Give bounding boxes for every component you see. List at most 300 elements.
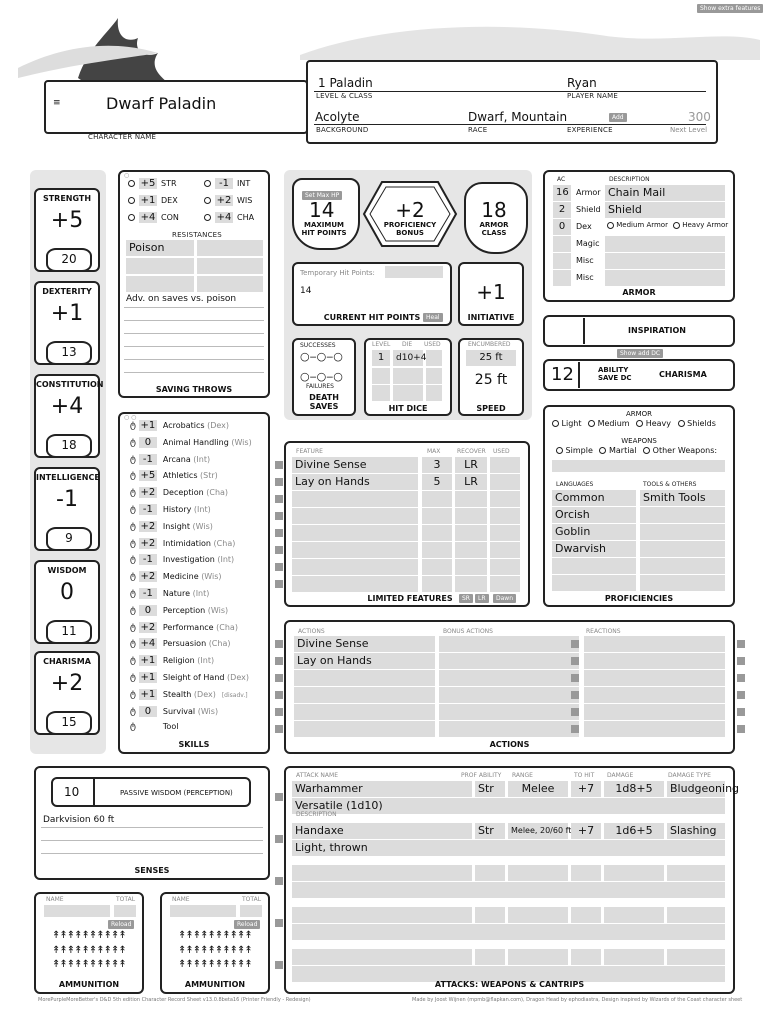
skill-row[interactable]	[130, 504, 211, 515]
attack-desc-field[interactable]: Versatile (1d10)	[292, 798, 725, 814]
hd-die-field[interactable]: d10+4	[393, 350, 423, 366]
feature-row-button[interactable]	[275, 563, 283, 571]
action-row-button[interactable]	[275, 657, 283, 665]
reaction-field[interactable]	[584, 721, 725, 737]
feature-row-button[interactable]	[275, 461, 283, 469]
saving-throws-title: SAVING THROWS	[155, 385, 233, 394]
save-prof-checkbox[interactable]	[128, 197, 135, 204]
feature-used-field[interactable]	[490, 491, 520, 507]
skill-row[interactable]	[130, 470, 218, 481]
feature-used-field[interactable]	[490, 525, 520, 541]
feature-max-field[interactable]	[422, 508, 452, 524]
bonus-row-button[interactable]	[571, 691, 579, 699]
armor-class-value[interactable]: 18	[481, 198, 507, 222]
skill-row[interactable]	[130, 487, 228, 498]
skill-row[interactable]	[130, 622, 238, 633]
speed-value[interactable]: 25 ft	[474, 372, 508, 388]
tool-field[interactable]	[640, 507, 725, 523]
armor-desc-field[interactable]	[605, 253, 725, 269]
save-dc-value[interactable]: 12	[551, 364, 574, 385]
sr-button[interactable]: SR	[459, 594, 473, 603]
hd-level-field-2[interactable]	[372, 368, 390, 384]
save-prof-checkbox[interactable]	[128, 180, 135, 187]
ability-score[interactable]: 18	[46, 434, 92, 458]
ammo-arrows-icon-row3[interactable]: ↟↟↟↟↟↟↟↟↟↟	[178, 959, 252, 970]
ability-score[interactable]: 9	[46, 527, 92, 551]
feature-max-field[interactable]	[422, 542, 452, 558]
armor-type-label: Misc	[576, 256, 594, 265]
feature-max-field[interactable]	[422, 525, 452, 541]
show-dc-button[interactable]: Show add DC	[617, 349, 663, 358]
save-value: +4	[216, 212, 232, 223]
encumbered-speed[interactable]: 25 ft	[466, 350, 516, 366]
feature-recover-field[interactable]	[455, 491, 487, 507]
ammo-arrows-icon[interactable]: ↟↟↟↟↟↟↟↟↟↟	[178, 930, 252, 941]
attack-row-button[interactable]	[275, 919, 283, 927]
save-row-cha[interactable]	[204, 212, 254, 223]
max-hp-value[interactable]: 14	[309, 198, 335, 222]
ammo-name-field[interactable]	[170, 905, 236, 917]
bonus-row-button[interactable]	[571, 708, 579, 716]
attack-hit-field[interactable]: +7	[571, 781, 601, 797]
skill-prof-toggle[interactable]: ტ	[130, 572, 136, 583]
armor-ac-field[interactable]	[553, 270, 571, 286]
skill-prof-toggle[interactable]: ტ	[130, 521, 136, 532]
action-field[interactable]: Divine Sense	[294, 636, 435, 652]
skill-prof-toggle[interactable]: ტ	[130, 656, 136, 667]
skill-name: Acrobatics	[162, 421, 205, 430]
race[interactable]: Dwarf, Mountain	[468, 110, 568, 124]
feature-max-field[interactable]	[422, 491, 452, 507]
skill-row[interactable]	[130, 554, 234, 565]
attack-desc-field[interactable]	[292, 924, 725, 940]
current-hp-label: CURRENT HIT POINTS	[323, 313, 421, 322]
attack-range-field[interactable]	[508, 907, 568, 923]
attack-damage-field[interactable]	[604, 865, 664, 881]
save-value: +1	[140, 195, 156, 206]
attack-dmg-type-field[interactable]: Bludgeoning	[667, 781, 725, 797]
reaction-row-button[interactable]	[737, 674, 745, 682]
tool-field[interactable]	[640, 558, 725, 574]
skill-value: 0	[139, 706, 157, 717]
skill-row[interactable]	[130, 420, 229, 431]
initiative-label: INITIATIVE	[467, 313, 515, 322]
passive-perception-value[interactable]: 10	[64, 785, 80, 799]
feature-name-field[interactable]: Divine Sense	[292, 457, 418, 473]
ability-box-constitution	[34, 374, 104, 458]
resistance-field-3[interactable]	[126, 258, 194, 274]
attack-dmg-type-field[interactable]: Slashing	[667, 823, 725, 839]
lr-button[interactable]: LR	[475, 594, 489, 603]
ammo-arrows-icon-row2[interactable]: ↟↟↟↟↟↟↟↟↟↟	[178, 945, 252, 956]
armor-ac-field[interactable]: 16	[553, 185, 571, 201]
save-ability: STR	[161, 179, 177, 188]
feature-name-field[interactable]	[292, 491, 418, 507]
save-ability: WIS	[237, 196, 253, 205]
skill-row[interactable]	[130, 588, 209, 599]
bonus-action-field[interactable]	[439, 687, 579, 703]
attack-name-field[interactable]	[292, 907, 472, 923]
saves-note[interactable]: Adv. on saves vs. poison	[126, 294, 237, 304]
bonus-actions-label: BONUS ACTIONS	[443, 628, 493, 635]
feature-recover-field[interactable]	[455, 542, 487, 558]
skill-prof-toggle[interactable]: ტ	[130, 555, 136, 566]
skill-value: +4	[140, 638, 156, 650]
save-row-con[interactable]	[128, 212, 179, 223]
bonus-action-field[interactable]	[439, 636, 579, 652]
attack-desc-field[interactable]: Light, thrown	[292, 840, 725, 856]
dawn-button[interactable]: Dawn	[493, 594, 516, 603]
reaction-row-button[interactable]	[737, 691, 745, 699]
ammo-total-field[interactable]	[240, 905, 262, 917]
attack-name-field[interactable]	[292, 949, 472, 965]
skill-prof-toggle[interactable]: ტ	[130, 421, 136, 431]
prof-bonus-value[interactable]: +2	[395, 198, 425, 222]
character-name[interactable]: Dwarf Paladin	[106, 94, 217, 113]
prof-weapon-options[interactable]: Simple Martial Other Weapons:	[556, 446, 717, 455]
skill-name: Survival	[162, 706, 196, 716]
attack-name-label: ATTACK NAME	[296, 772, 338, 779]
save-prof-checkbox[interactable]	[204, 214, 211, 221]
action-field[interactable]	[294, 687, 435, 703]
ability-score[interactable]: 13	[46, 341, 92, 365]
save-prof-checkbox[interactable]	[204, 180, 211, 187]
skill-row[interactable]	[130, 672, 249, 683]
skill-ability: (Dex)	[193, 689, 216, 699]
level-class[interactable]: 1 Paladin	[318, 76, 373, 90]
language-field[interactable]	[552, 558, 636, 574]
bonus-row-button[interactable]	[571, 657, 579, 665]
skill-row[interactable]	[130, 437, 252, 448]
feature-recover-field[interactable]	[455, 508, 487, 524]
skill-row[interactable]	[130, 706, 218, 717]
action-row-button[interactable]	[275, 691, 283, 699]
armor-ac-field[interactable]: 0	[553, 219, 571, 235]
bonus-row-button[interactable]	[571, 674, 579, 682]
actions-col-label: ACTIONS	[298, 628, 325, 635]
armor-ac-field[interactable]: 2	[553, 202, 571, 218]
feature-used-field[interactable]	[490, 559, 520, 575]
hd-used-field-3[interactable]	[426, 385, 442, 401]
attack-ability-field[interactable]: Str	[475, 823, 505, 839]
attack-row-button[interactable]	[275, 835, 283, 843]
skill-row[interactable]	[130, 605, 228, 616]
bonus-row-button[interactable]	[571, 640, 579, 648]
skill-row[interactable]	[130, 655, 214, 666]
attack-range-field[interactable]: Melee	[508, 781, 568, 797]
bonus-row-button[interactable]	[571, 725, 579, 733]
prof-armor-options[interactable]: Light Medium Heavy Shields	[552, 419, 716, 428]
armor-desc-field[interactable]	[605, 270, 725, 286]
tool-field[interactable]	[640, 575, 725, 591]
skill-prof-toggle[interactable]: ტ	[130, 706, 136, 717]
hd-die-field-2[interactable]	[393, 368, 423, 384]
attack-range-field[interactable]: Melee, 20/60 ft	[508, 823, 568, 839]
attack-desc-field[interactable]	[292, 882, 725, 898]
reaction-field[interactable]	[584, 704, 725, 720]
language-field[interactable]: Dwarvish	[552, 541, 636, 557]
attack-hit-field[interactable]: +7	[571, 823, 601, 839]
current-hp-value[interactable]: 14	[300, 286, 312, 296]
feature-name-field[interactable]	[292, 559, 418, 575]
limited-features-title: LIMITED FEATURES	[367, 594, 453, 603]
attack-name-field[interactable]	[292, 865, 472, 881]
skill-prof-toggle[interactable]: ტ	[130, 639, 136, 650]
skill-prof-toggle[interactable]: ტ	[130, 471, 136, 482]
success-checkboxes[interactable]: ○‒○‒○	[300, 350, 343, 363]
attack-hit-label: TO HIT	[574, 772, 595, 779]
skill-row[interactable]	[130, 538, 235, 549]
ammo-total-field[interactable]	[114, 905, 136, 917]
feature-used-field[interactable]	[490, 508, 520, 524]
action-row-button[interactable]	[275, 640, 283, 648]
feature-used-field[interactable]	[490, 542, 520, 558]
skill-prof-toggle[interactable]: ტ	[130, 722, 136, 733]
reaction-row-button[interactable]	[737, 640, 745, 648]
heavy-armor-option[interactable]: Heavy Armor	[673, 221, 728, 229]
skill-prof-toggle[interactable]: ტ	[130, 622, 136, 633]
resistance-field-6[interactable]	[197, 276, 263, 292]
ammo-reload-button[interactable]: Reload	[234, 920, 260, 929]
skill-value: +1	[140, 688, 156, 700]
language-field[interactable]: Common	[552, 490, 636, 506]
skills-title: SKILLS	[178, 740, 210, 749]
feature-row-button[interactable]	[275, 529, 283, 537]
armor-ac-field[interactable]	[553, 236, 571, 252]
attack-prof-label: PROF ABILITY	[461, 772, 502, 779]
attack-hit-field[interactable]	[571, 949, 601, 965]
feature-recover-field[interactable]	[455, 525, 487, 541]
prof-weapons-label: WEAPONS	[621, 437, 657, 445]
bonus-action-field[interactable]	[439, 653, 579, 669]
ammo-arrows-icon[interactable]: ↟↟↟↟↟↟↟↟↟↟	[52, 930, 126, 941]
attack-row-button[interactable]	[275, 793, 283, 801]
attack-dmg-type-field[interactable]	[667, 907, 725, 923]
ability-box-intelligence	[34, 467, 100, 551]
passive-divider	[93, 779, 95, 805]
skill-name: Stealth	[162, 689, 192, 699]
ammo-total-label: TOTAL	[242, 896, 262, 903]
skill-prof-toggle[interactable]: ტ	[130, 689, 136, 700]
action-field[interactable]	[294, 721, 435, 737]
attack-name-field[interactable]: Warhammer	[292, 781, 472, 797]
resistance-field-2[interactable]	[197, 240, 263, 256]
heal-button[interactable]: Heal	[423, 313, 443, 322]
save-dc-ability[interactable]: CHARISMA	[659, 370, 707, 379]
attack-damage-field[interactable]	[604, 907, 664, 923]
ability-score[interactable]: 20	[46, 248, 92, 272]
ability-name: CHARISMA	[43, 657, 91, 666]
action-row-button[interactable]	[275, 708, 283, 716]
action-field[interactable]	[294, 670, 435, 686]
attack-row-button[interactable]	[275, 961, 283, 969]
skill-ability: (Cha)	[213, 538, 236, 548]
save-row-dex[interactable]	[128, 195, 178, 206]
attack-damage-field[interactable]: 1d6+5	[604, 823, 664, 839]
feature-name-field[interactable]: Lay on Hands	[292, 474, 418, 490]
ammo-arrows-icon-row3[interactable]: ↟↟↟↟↟↟↟↟↟↟	[52, 959, 126, 970]
attack-name-field[interactable]: Handaxe	[292, 823, 472, 839]
initiative-value[interactable]: +1	[476, 280, 506, 304]
save-row-int[interactable]	[204, 178, 250, 189]
skill-name: Animal Handling	[162, 437, 229, 447]
reaction-field[interactable]	[584, 687, 725, 703]
feature-recover-label: RECOVER	[457, 448, 486, 455]
reaction-row-button[interactable]	[737, 708, 745, 716]
ability-score[interactable]: 11	[46, 620, 92, 644]
skill-row[interactable]	[130, 454, 210, 465]
other-weapons-field[interactable]	[552, 460, 725, 472]
feature-max-field[interactable]	[422, 559, 452, 575]
feature-max-field[interactable]: 3	[422, 457, 452, 473]
feature-max-field[interactable]: 5	[422, 474, 452, 490]
next-level-label: Next Level	[670, 126, 708, 134]
skill-prof-toggle[interactable]: ტ	[130, 673, 136, 683]
action-field[interactable]: Lay on Hands	[294, 653, 435, 669]
feature-recover-field[interactable]	[455, 576, 487, 592]
attack-ability-field[interactable]	[475, 949, 505, 965]
attack-hit-field[interactable]	[571, 907, 601, 923]
language-field[interactable]	[552, 575, 636, 591]
attack-damage-label: DAMAGE	[607, 772, 634, 779]
attack-hit-field[interactable]	[571, 865, 601, 881]
attack-damage-field[interactable]: 1d8+5	[604, 781, 664, 797]
reaction-row-button[interactable]	[737, 725, 745, 733]
skill-prof-toggle[interactable]: ტ	[130, 505, 136, 515]
feature-row-button[interactable]	[275, 495, 283, 503]
add-experience-button[interactable]: Add	[609, 113, 627, 122]
hd-used-field-2[interactable]	[426, 368, 442, 384]
feature-row-button[interactable]	[275, 580, 283, 588]
skill-prof-toggle[interactable]: ტ	[130, 488, 136, 499]
bonus-action-field[interactable]	[439, 704, 579, 720]
save-row-wis[interactable]	[204, 195, 252, 206]
inspiration-field[interactable]	[549, 318, 585, 344]
tool-field[interactable]	[640, 524, 725, 540]
player-name[interactable]: Ryan	[567, 76, 597, 90]
feature-used-field[interactable]	[490, 576, 520, 592]
feature-name-field[interactable]	[292, 576, 418, 592]
bonus-action-field[interactable]	[439, 721, 579, 737]
banner-menu-icon[interactable]: ≡	[53, 98, 61, 108]
resistance-field-5[interactable]	[126, 276, 194, 292]
feature-used-field[interactable]	[490, 457, 520, 473]
senses-note[interactable]: Darkvision 60 ft	[43, 815, 115, 825]
reaction-field[interactable]	[584, 636, 725, 652]
language-field[interactable]: Goblin	[552, 524, 636, 540]
skill-row[interactable]	[130, 638, 231, 649]
resistance-field[interactable]: Poison	[126, 240, 194, 256]
hd-level-field[interactable]: 1	[372, 350, 390, 366]
ammo-name-field[interactable]	[44, 905, 110, 917]
armor-ac-field[interactable]	[553, 253, 571, 269]
hd-level-field-3[interactable]	[372, 385, 390, 401]
feature-row-button[interactable]	[275, 478, 283, 486]
attack-ability-field[interactable]: Str	[475, 781, 505, 797]
reaction-row-button[interactable]	[737, 657, 745, 665]
feature-used-field[interactable]	[490, 474, 520, 490]
language-field[interactable]: Orcish	[552, 507, 636, 523]
hd-die-field-3[interactable]	[393, 385, 423, 401]
ammo-name-label: NAME	[46, 896, 64, 903]
skill-ability: (Wis)	[231, 437, 252, 447]
armor-desc-field[interactable]: Shield	[605, 202, 725, 218]
attack-ability-field[interactable]	[475, 865, 505, 881]
failure-checkboxes[interactable]: ○‒○‒○	[300, 370, 343, 383]
save-prof-checkbox[interactable]	[204, 197, 211, 204]
set-max-hp-button[interactable]: Set Max HP	[302, 191, 342, 200]
feature-recover-field[interactable]	[455, 559, 487, 575]
reaction-field[interactable]	[584, 670, 725, 686]
medium-armor-option[interactable]: Medium Armor	[607, 221, 668, 229]
attack-ability-field[interactable]	[475, 907, 505, 923]
show-extra-features-button[interactable]: Show extra features	[697, 4, 763, 13]
tool-field[interactable]: Smith Tools	[640, 490, 725, 506]
skill-row[interactable]	[130, 689, 248, 700]
skill-row[interactable]	[130, 722, 178, 732]
save-prof-checkbox[interactable]	[128, 214, 135, 221]
ammo-reload-button[interactable]: Reload	[108, 920, 134, 929]
skill-prof-toggle[interactable]: ტ	[130, 454, 136, 465]
skill-name: Tool	[162, 722, 179, 732]
feature-name-field[interactable]	[292, 525, 418, 541]
ammo-arrows-icon-row2[interactable]: ↟↟↟↟↟↟↟↟↟↟	[52, 945, 126, 956]
skill-prof-toggle[interactable]: ტ	[130, 437, 136, 448]
hd-used-field[interactable]	[426, 350, 442, 366]
attack-damage-field[interactable]	[604, 949, 664, 965]
save-ability: DEX	[161, 196, 178, 205]
skill-value: -1	[139, 454, 157, 465]
attack-dmg-type-field[interactable]	[667, 865, 725, 881]
reaction-field[interactable]	[584, 653, 725, 669]
attack-dmg-type-field[interactable]	[667, 949, 725, 965]
bonus-action-field[interactable]	[439, 670, 579, 686]
action-row-button[interactable]	[275, 674, 283, 682]
ability-score[interactable]: 15	[46, 711, 92, 735]
resistance-field-4[interactable]	[197, 258, 263, 274]
save-row-str[interactable]	[128, 178, 177, 189]
skill-prof-toggle[interactable]: ტ	[130, 589, 136, 599]
tool-field[interactable]	[640, 541, 725, 557]
attack-row-button[interactable]	[275, 877, 283, 885]
feature-name-field[interactable]	[292, 542, 418, 558]
skill-row[interactable]	[130, 571, 222, 582]
action-field[interactable]	[294, 704, 435, 720]
attack-range-field[interactable]	[508, 865, 568, 881]
level-class-label: LEVEL & CLASS	[316, 92, 373, 100]
skill-prof-toggle[interactable]: ტ	[130, 605, 136, 616]
feature-max-field[interactable]	[422, 576, 452, 592]
action-row-button[interactable]	[275, 725, 283, 733]
skill-prof-toggle[interactable]: ტ	[130, 538, 136, 549]
feature-name-field[interactable]	[292, 508, 418, 524]
armor-desc-field[interactable]	[605, 236, 725, 252]
feature-row-button[interactable]	[275, 512, 283, 520]
armor-desc-field[interactable]: Chain Mail	[605, 185, 725, 201]
skill-prof-icon: ○ ○	[124, 414, 137, 421]
temp-hp-field[interactable]	[385, 266, 443, 278]
attack-range-field[interactable]	[508, 949, 568, 965]
skill-row[interactable]	[130, 521, 213, 532]
background[interactable]: Acolyte	[315, 110, 360, 124]
skill-ability: (Dex)	[207, 421, 230, 430]
armor-type-label: Dex	[576, 222, 592, 231]
feature-recover-field[interactable]: LR	[455, 457, 487, 473]
attacks-title: ATTACKS: WEAPONS & CANTRIPS	[434, 980, 585, 989]
race-label: RACE	[468, 126, 488, 134]
feature-recover-field[interactable]: LR	[455, 474, 487, 490]
feature-row-button[interactable]	[275, 546, 283, 554]
